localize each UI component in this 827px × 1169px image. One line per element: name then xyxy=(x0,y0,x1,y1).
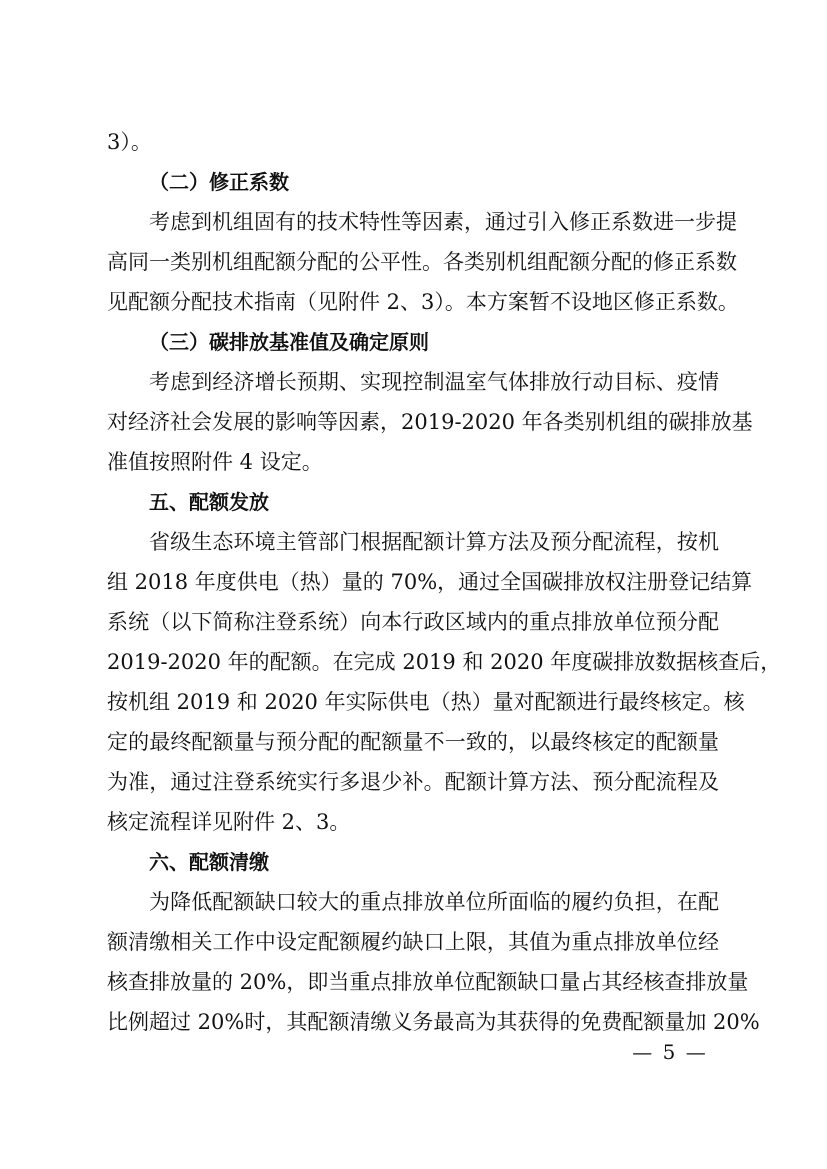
paragraph-line: 3）。 xyxy=(107,130,152,154)
paragraph-line: 对经济社会发展的影响等因素，2019-2020 年各类别机组的碳排放基 xyxy=(107,410,753,434)
paragraph-line: 为准，通过注登系统实行多退少补。配额计算方法、预分配流程及 xyxy=(107,770,719,794)
paragraph-line: 比例超过 20%时，其配额清缴义务最高为其获得的免费配额量加 20% xyxy=(107,1010,760,1034)
paragraph-line: 额清缴相关工作中设定配额履约缺口上限，其值为重点排放单位经 xyxy=(107,930,719,954)
section-heading: （二）修正系数 xyxy=(149,170,289,194)
paragraph-line: 核定流程详见附件 2、3。 xyxy=(107,810,351,834)
paragraph-line: 考虑到机组固有的技术特性等因素，通过引入修正系数进一步提 xyxy=(149,210,737,234)
paragraph-line: 核查排放量的 20%，即当重点排放单位配额缺口量占其经核查排放量 xyxy=(107,970,749,994)
section-heading: 五、配额发放 xyxy=(149,490,269,514)
section-heading: （三）碳排放基准值及确定原则 xyxy=(149,330,429,354)
paragraph-line: 组 2018 年度供电（热）量的 70%，通过全国碳排放权注册登记结算 xyxy=(107,570,753,594)
paragraph-line: 2019-2020 年的配额。在完成 2019 和 2020 年度碳排放数据核查后， xyxy=(107,650,782,674)
paragraph-line: 为降低配额缺口较大的重点排放单位所面临的履约负担，在配 xyxy=(149,890,719,914)
page-number: — 5 — xyxy=(632,1040,708,1064)
paragraph-line: 系统（以下简称注登系统）向本行政区域内的重点排放单位预分配 xyxy=(107,610,719,634)
paragraph-line: 见配额分配技术指南（见附件 2、3）。本方案暂不设地区修正系数。 xyxy=(107,290,739,314)
paragraph-line: 准值按照附件 4 设定。 xyxy=(107,450,323,474)
paragraph-line: 考虑到经济增长预期、实现控制温室气体排放行动目标、疫情 xyxy=(149,370,719,394)
paragraph-line: 省级生态环境主管部门根据配额计算方法及预分配流程，按机 xyxy=(149,530,719,554)
paragraph-line: 定的最终配额量与预分配的配额量不一致的，以最终核定的配额量 xyxy=(107,730,719,754)
section-heading: 六、配额清缴 xyxy=(149,850,269,874)
paragraph-line: 按机组 2019 和 2020 年实际供电（热）量对配额进行最终核定。核 xyxy=(107,690,745,714)
paragraph-line: 高同一类别机组配额分配的公平性。各类别机组配额分配的修正系数 xyxy=(107,250,737,274)
